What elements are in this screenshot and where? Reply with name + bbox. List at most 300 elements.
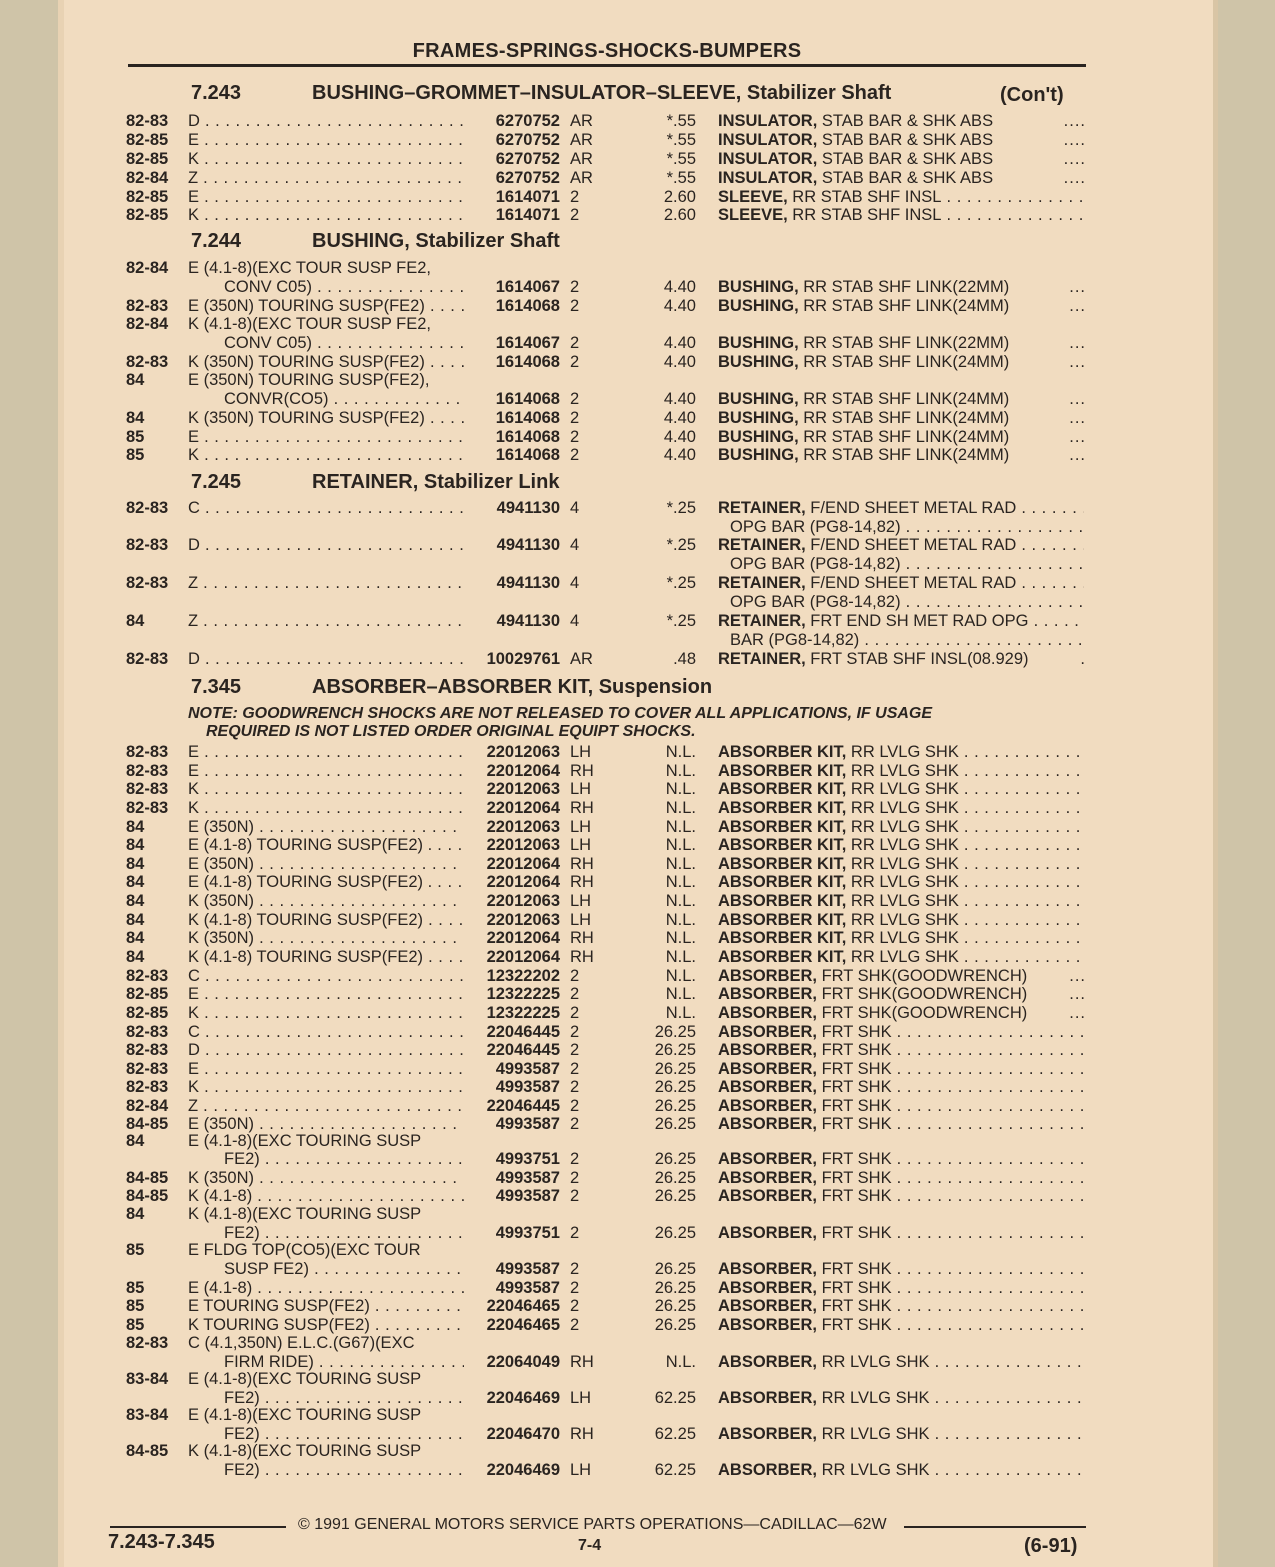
application-description: E TOURING SUSP(FE2) . . . (188, 1297, 464, 1315)
model-year: 82-84 (126, 315, 169, 333)
part-name (718, 967, 1084, 985)
part-name-keyword: ABSORBER, (718, 1115, 818, 1133)
table-row (58, 334, 1218, 352)
table-row (58, 278, 1218, 296)
application-description: E (4.1-8)(EXC TOURING SUSP (188, 1406, 422, 1424)
part-number: 22046470 (486, 1425, 560, 1443)
part-name-keyword: ABSORBER KIT, (718, 743, 847, 761)
part-number: 22012064 (486, 873, 560, 891)
model-year: 82-85 (126, 206, 169, 224)
part-name (718, 1023, 1084, 1041)
model-year: 82-83 (126, 799, 169, 817)
application-description: FE2) . . . (224, 1425, 464, 1443)
part-name-detail: FRT SHK(GOODWRENCH) (817, 1004, 1028, 1022)
model-year: 82-85 (126, 188, 169, 206)
part-name (730, 593, 1084, 611)
price: 26.25 (654, 1224, 696, 1242)
quantity: AR (570, 650, 593, 668)
part-name-keyword: ABSORBER, (718, 1260, 818, 1278)
price: 26.25 (654, 1023, 696, 1041)
part-name (718, 1260, 1084, 1278)
quantity: 2 (570, 1004, 580, 1022)
part-name-detail: OPG BAR (PG8-14,82) (730, 555, 901, 573)
table-row (58, 873, 1218, 891)
table-row (58, 799, 1218, 817)
price: 26.25 (654, 1115, 696, 1133)
part-number: 4941130 (496, 574, 560, 592)
quantity: 2 (570, 409, 580, 427)
part-number: 12322225 (486, 985, 560, 1003)
part-name-detail: FRT SHK (817, 1041, 892, 1059)
model-year: 82-83 (126, 499, 169, 517)
part-name-keyword: ABSORBER, (718, 1389, 818, 1407)
part-name (718, 1060, 1084, 1078)
leader-dots: ... (1069, 390, 1086, 408)
model-year: 82-84 (126, 259, 169, 277)
table-row (58, 409, 1218, 427)
price: *.25 (666, 574, 696, 592)
price: 26.25 (654, 1060, 696, 1078)
table-row (58, 1150, 1218, 1168)
table-row (58, 315, 1218, 333)
price: *.55 (666, 131, 696, 149)
table-row (58, 1023, 1218, 1041)
price: N.L. (665, 892, 696, 910)
table-row (58, 259, 1218, 277)
quantity: LH (570, 743, 592, 761)
table-row (58, 1461, 1218, 1479)
part-number: 22046469 (486, 1389, 560, 1407)
price: 4.40 (663, 446, 696, 464)
price: 2.60 (663, 188, 696, 206)
table-row (58, 1334, 1218, 1352)
section-title: ABSORBER–ABSORBER KIT, Suspension (312, 676, 713, 698)
part-name-detail: RR STAB SHF LINK(22MM) (798, 278, 1010, 296)
part-name (718, 1004, 1084, 1022)
model-year: 84 (126, 855, 145, 873)
application-description: E . . . (188, 188, 464, 206)
model-year: 84-85 (126, 1187, 169, 1205)
footer-copyright: © 1991 GENERAL MOTORS SERVICE PARTS OPERATIONS—CADILLAC—62W (298, 1516, 887, 1533)
quantity: 2 (570, 297, 580, 315)
part-name-detail: FRT SHK (817, 1060, 892, 1078)
price: 4.40 (663, 353, 696, 371)
application-description: E . . . (188, 743, 464, 761)
table-row (58, 390, 1218, 408)
model-year: 85 (126, 1279, 145, 1297)
part-name-keyword: RETAINER, (718, 536, 806, 554)
part-name-detail: RR LVLG SHK (846, 929, 959, 947)
part-name (718, 536, 1084, 554)
part-name (718, 650, 1084, 668)
application-description: E (350N) . . . (188, 818, 464, 836)
part-name-keyword: ABSORBER KIT, (718, 873, 847, 891)
model-year: 84-85 (126, 1442, 169, 1460)
price: 62.25 (654, 1425, 696, 1443)
part-name (718, 1425, 1084, 1443)
section-title: RETAINER, Stabilizer Link (312, 471, 560, 493)
part-number: 1614068 (495, 446, 560, 464)
part-name-detail: FRT SHK (817, 1297, 892, 1315)
part-name (718, 1169, 1084, 1187)
application-description: K . . . (188, 206, 464, 224)
part-name (718, 1224, 1084, 1242)
price: 26.25 (654, 1279, 696, 1297)
model-year: 84 (126, 371, 145, 389)
part-name (718, 762, 1084, 780)
table-row (58, 574, 1218, 592)
part-number: 6270752 (495, 169, 560, 187)
part-name-keyword: RETAINER, (718, 574, 806, 592)
part-name-keyword: ABSORBER KIT, (718, 836, 847, 854)
table-row (58, 1224, 1218, 1242)
part-name-keyword: BUSHING, (718, 428, 799, 446)
quantity: LH (570, 780, 592, 798)
part-number: 4993751 (495, 1150, 560, 1168)
part-name-detail: RR STAB SHF LINK(24MM) (798, 297, 1010, 315)
application-description: K (350N) TOURING SUSP(FE2) . . . (188, 409, 464, 427)
section-title: BUSHING, Stabilizer Shaft (312, 230, 560, 252)
application-description: D . . . (188, 536, 464, 554)
price: N.L. (665, 743, 696, 761)
part-name-detail: STAB BAR & SHK ABS (817, 169, 994, 187)
model-year: 84-85 (126, 1169, 169, 1187)
part-name-detail: F/END SHEET METAL RAD (805, 574, 1017, 592)
part-name-detail: RR LVLG SHK (846, 762, 959, 780)
section-number: 7.244 (191, 230, 242, 252)
model-year: 82-83 (126, 1023, 169, 1041)
part-name-detail: FRT SHK (817, 1279, 892, 1297)
model-year: 84 (126, 873, 145, 891)
table-row (58, 743, 1218, 761)
leader-dots: .... (1063, 131, 1086, 149)
quantity: 4 (570, 499, 580, 517)
part-name-keyword: ABSORBER, (718, 1353, 818, 1371)
part-name (730, 518, 1084, 536)
part-name (718, 334, 1084, 352)
part-number: 22046469 (486, 1461, 560, 1479)
part-name-detail: F/END SHEET METAL RAD (805, 536, 1017, 554)
quantity: AR (570, 150, 593, 168)
table-row (58, 1370, 1218, 1388)
table-row (58, 948, 1218, 966)
quantity: RH (570, 799, 594, 817)
application-description: E . . . (188, 985, 464, 1003)
quantity: RH (570, 855, 594, 873)
part-number: 22012063 (486, 743, 560, 761)
table-row (58, 1205, 1218, 1223)
model-year: 82-83 (126, 1334, 169, 1352)
table-row (58, 1279, 1218, 1297)
quantity: 2 (570, 390, 580, 408)
price: *.25 (666, 612, 696, 630)
model-year: 85 (126, 428, 145, 446)
part-name-keyword: BUSHING, (718, 297, 799, 315)
part-name-detail: RR STAB SHF LINK(22MM) (798, 334, 1010, 352)
part-name-keyword: BUSHING, (718, 334, 799, 352)
price: 26.25 (654, 1078, 696, 1096)
section-number: 7.345 (191, 676, 242, 698)
quantity: 2 (570, 1187, 580, 1205)
part-name-keyword: SLEEVE, (718, 206, 788, 224)
part-name-keyword: ABSORBER, (718, 1224, 818, 1242)
application-description: K (350N) . . . (188, 1169, 464, 1187)
part-name-keyword: ABSORBER KIT, (718, 911, 847, 929)
table-row (58, 1406, 1218, 1424)
application-description: FE2) . . . (224, 1150, 464, 1168)
model-year: 82-85 (126, 1004, 169, 1022)
part-name (718, 892, 1084, 910)
part-name-detail: FRT SHK (817, 1316, 892, 1334)
part-number: 1614068 (495, 409, 560, 427)
model-year: 82-83 (126, 353, 169, 371)
table-row (58, 206, 1218, 224)
part-number: 22046445 (486, 1097, 560, 1115)
part-name (718, 1279, 1084, 1297)
table-row (58, 1297, 1218, 1315)
part-number: 22046445 (486, 1041, 560, 1059)
quantity: 2 (570, 1078, 580, 1096)
part-number: 4993587 (495, 1279, 560, 1297)
part-name (718, 799, 1084, 817)
quantity: 2 (570, 428, 580, 446)
part-name-detail: FRT SHK(GOODWRENCH) (817, 985, 1028, 1003)
part-name (718, 836, 1084, 854)
table-row (58, 929, 1218, 947)
table-row (58, 518, 1218, 536)
part-name (730, 631, 1084, 649)
part-name (718, 297, 1084, 315)
table-row (58, 1060, 1218, 1078)
part-name (718, 169, 1084, 187)
part-number: 22012064 (486, 948, 560, 966)
leader-dots: ... (1069, 334, 1086, 352)
application-description: E (4.1-8)(EXC TOUR SUSP FE2, (188, 259, 431, 277)
part-name-detail: RR LVLG SHK (817, 1389, 930, 1407)
table-row (58, 836, 1218, 854)
part-number: 4993587 (495, 1187, 560, 1205)
quantity: RH (570, 762, 594, 780)
table-row (58, 593, 1218, 611)
page-content (58, 0, 1218, 1567)
part-name (718, 1078, 1084, 1096)
part-name-detail: FRT SHK (817, 1187, 892, 1205)
part-number: 22064049 (486, 1353, 560, 1371)
quantity: 2 (570, 1023, 580, 1041)
part-name-keyword: ABSORBER, (718, 967, 818, 985)
section-number: 7.245 (191, 471, 242, 493)
part-name-keyword: ABSORBER KIT, (718, 762, 847, 780)
part-name-keyword: ABSORBER KIT, (718, 929, 847, 947)
table-row (58, 555, 1218, 573)
part-name-detail: FRT SHK (817, 1023, 892, 1041)
part-name (718, 929, 1084, 947)
quantity: LH (570, 836, 592, 854)
model-year: 84 (126, 1205, 145, 1223)
application-description: E (4.1-8)(EXC TOURING SUSP (188, 1132, 422, 1150)
application-description: K (350N) TOURING SUSP(FE2) . . . (188, 353, 464, 371)
application-description: E (350N) . . . (188, 855, 464, 873)
table-row (58, 818, 1218, 836)
price: *.25 (666, 536, 696, 554)
part-name-detail: RR LVLG SHK (846, 836, 959, 854)
quantity: 2 (570, 1260, 580, 1278)
part-number: 1614068 (495, 390, 560, 408)
part-number: 22012063 (486, 836, 560, 854)
part-number: 22046465 (486, 1297, 560, 1315)
application-description: K TOURING SUSP(FE2) . . . (188, 1316, 464, 1334)
part-number: 6270752 (495, 112, 560, 130)
price: 26.25 (654, 1260, 696, 1278)
table-row (58, 762, 1218, 780)
part-name-detail: RR STAB SHF INSL (787, 206, 942, 224)
model-year: 82-83 (126, 1060, 169, 1078)
model-year: 82-85 (126, 131, 169, 149)
application-description: E (350N) TOURING SUSP(FE2), (188, 371, 430, 389)
part-name (718, 206, 1084, 224)
header-rule (128, 64, 1086, 67)
page-header: FRAMES-SPRINGS-SHOCKS-BUMPERS (412, 40, 802, 62)
part-name-keyword: ABSORBER, (718, 1425, 818, 1443)
application-description: FE2) . . . (224, 1461, 464, 1479)
application-description: K (4.1-8)(EXC TOUR SUSP FE2, (188, 315, 431, 333)
application-description: FE2) . . . (224, 1224, 464, 1242)
part-name (718, 390, 1084, 408)
model-year: 84 (126, 911, 145, 929)
application-description: CONV C05) . . . (224, 334, 464, 352)
application-description: K (350N) . . . (188, 892, 464, 910)
part-name-detail: FRT SHK (817, 1150, 892, 1168)
table-row (58, 1132, 1218, 1150)
part-name-keyword: SLEEVE, (718, 188, 788, 206)
table-row (58, 371, 1218, 389)
part-name-detail: RR STAB SHF LINK(24MM) (798, 409, 1010, 427)
model-year: 85 (126, 446, 145, 464)
application-description: E . . . (188, 131, 464, 149)
part-number: 1614068 (495, 297, 560, 315)
part-number: 4993587 (495, 1060, 560, 1078)
price: N.L. (665, 1004, 696, 1022)
part-name-detail: RR STAB SHF LINK(24MM) (798, 428, 1010, 446)
part-name-detail: RR LVLG SHK (846, 799, 959, 817)
application-description: C . . . (188, 499, 464, 517)
part-name-detail: STAB BAR & SHK ABS (817, 112, 994, 130)
part-name-detail: RR STAB SHF LINK(24MM) (798, 390, 1010, 408)
leader-dots: ... (1069, 278, 1086, 296)
part-name (718, 1389, 1084, 1407)
quantity: RH (570, 929, 594, 947)
part-name-detail: FRT END SH MET RAD OPG (805, 612, 1029, 630)
application-description: Z . . . (188, 169, 464, 187)
part-name-detail: BAR (PG8-14,82) (730, 631, 860, 649)
table-row (58, 892, 1218, 910)
leader-dots: .... (1063, 150, 1086, 168)
application-description: Z . . . (188, 1097, 464, 1115)
leader-dots: . (1080, 650, 1086, 668)
application-description: E . . . (188, 428, 464, 446)
price: 4.40 (663, 334, 696, 352)
part-number: 4941130 (496, 499, 560, 517)
price: 4.40 (663, 409, 696, 427)
footer-date: (6-91) (1024, 1535, 1078, 1557)
part-name-keyword: ABSORBER KIT, (718, 780, 847, 798)
part-number: 22012064 (486, 855, 560, 873)
application-description: E (4.1-8)(EXC TOURING SUSP (188, 1370, 422, 1388)
model-year: 84 (126, 818, 145, 836)
quantity: 2 (570, 985, 580, 1003)
part-name (718, 499, 1084, 517)
price: N.L. (665, 1353, 696, 1371)
price: N.L. (665, 967, 696, 985)
part-name-keyword: ABSORBER KIT, (718, 892, 847, 910)
part-name-keyword: ABSORBER, (718, 1187, 818, 1205)
model-year: 82-83 (126, 297, 169, 315)
part-number: 4993587 (495, 1260, 560, 1278)
quantity: AR (570, 112, 593, 130)
part-name-detail: RR LVLG SHK (846, 780, 959, 798)
part-number: 1614068 (495, 353, 560, 371)
leader-dots: ... (1069, 446, 1086, 464)
part-name-detail: FRT SHK (817, 1260, 892, 1278)
part-name-detail: RR LVLG SHK (846, 948, 959, 966)
application-description: CONVR(CO5) . . . (224, 390, 464, 408)
price: *.25 (666, 499, 696, 517)
part-name-keyword: ABSORBER, (718, 1279, 818, 1297)
part-name-detail: FRT SHK (817, 1224, 892, 1242)
table-row (58, 855, 1218, 873)
price: 2.60 (663, 206, 696, 224)
part-number: 22012063 (486, 818, 560, 836)
footer-range: 7.243-7.345 (108, 1531, 215, 1553)
part-name-keyword: INSULATOR, (718, 150, 818, 168)
table-row (58, 1097, 1218, 1115)
part-name (718, 409, 1084, 427)
model-year: 84 (126, 892, 145, 910)
model-year: 85 (126, 1241, 145, 1259)
part-number: 1614071 (495, 206, 560, 224)
part-name (718, 131, 1084, 149)
part-number: 6270752 (495, 150, 560, 168)
part-name-keyword: ABSORBER, (718, 1461, 818, 1479)
part-name (718, 948, 1084, 966)
price: *.55 (666, 169, 696, 187)
part-name (718, 1097, 1084, 1115)
application-description: D . . . (188, 112, 464, 130)
quantity: 2 (570, 1297, 580, 1315)
application-description: K (4.1-8)(EXC TOURING SUSP (188, 1205, 422, 1223)
model-year: 82-83 (126, 536, 169, 554)
part-number: 22046445 (486, 1023, 560, 1041)
part-number: 22012063 (486, 780, 560, 798)
part-number: 10029761 (486, 650, 560, 668)
price: 4.40 (663, 297, 696, 315)
table-row (58, 353, 1218, 371)
application-description: SUSP FE2) . . . (224, 1260, 464, 1278)
model-year: 84-85 (126, 1115, 169, 1133)
part-name (718, 1353, 1084, 1371)
table-row (58, 428, 1218, 446)
quantity: 2 (570, 278, 580, 296)
price: .48 (673, 650, 696, 668)
leader-dots: ... (1069, 967, 1086, 985)
table-row (58, 911, 1218, 929)
application-description: E . . . (188, 762, 464, 780)
quantity: 2 (570, 1097, 580, 1115)
application-description: E (350N) . . . (188, 1115, 464, 1133)
part-name-detail: FRT SHK (817, 1115, 892, 1133)
price: 62.25 (654, 1389, 696, 1407)
table-row (58, 131, 1218, 149)
